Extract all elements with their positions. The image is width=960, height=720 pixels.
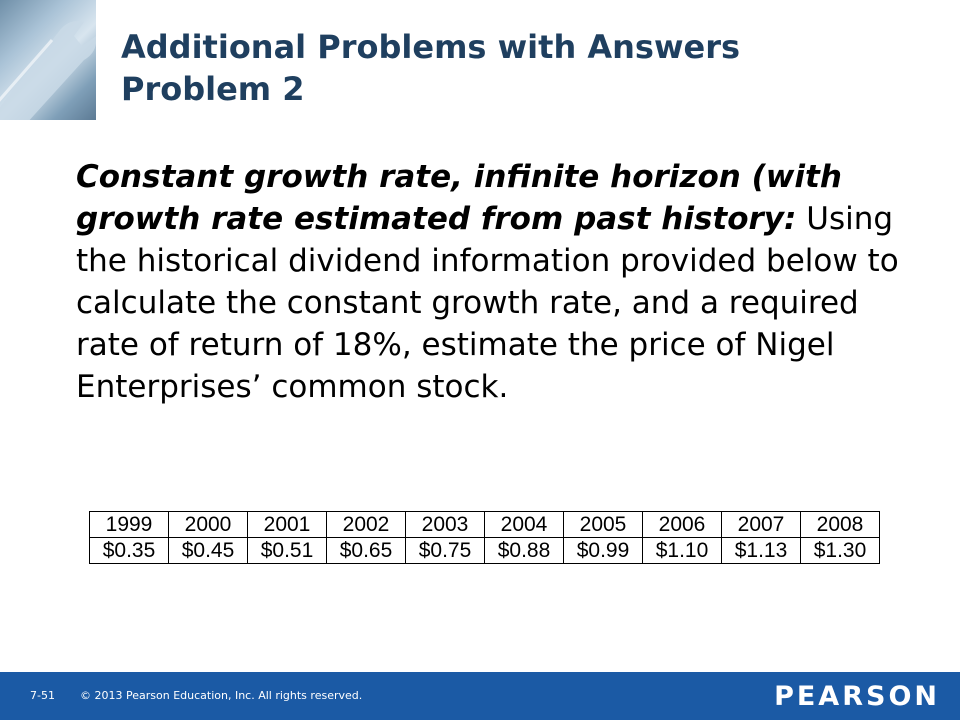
year-cell: 2002 — [327, 512, 406, 538]
year-cell: 2000 — [169, 512, 248, 538]
dividend-table — [89, 511, 880, 564]
slide-number: 7-51 — [30, 689, 55, 702]
table-row-years — [90, 512, 880, 538]
copyright-notice: © 2013 Pearson Education, Inc. All rights reserved. — [80, 689, 363, 702]
problem-emphasis: Constant growth rate, infinite horizon (with growth rate estimated from past history: — [76, 159, 842, 237]
dividend-cell: $0.65 — [327, 538, 406, 564]
year-cell: 2005 — [564, 512, 643, 538]
year-cell: 2006 — [643, 512, 722, 538]
dividend-cell: $0.75 — [406, 538, 485, 564]
dividend-cell: $0.88 — [485, 538, 564, 564]
year-cell: 2004 — [485, 512, 564, 538]
pearson-logo: PEARSON — [774, 681, 940, 712]
year-cell: 1999 — [90, 512, 169, 538]
year-cell: 2001 — [248, 512, 327, 538]
dividend-cell: $1.30 — [801, 538, 880, 564]
year-cell: 2007 — [722, 512, 801, 538]
year-cell: 2008 — [801, 512, 880, 538]
table-row-dividends — [90, 538, 880, 564]
title-line-1: Additional Problems with Answers — [121, 28, 741, 66]
dividend-cell: $0.45 — [169, 538, 248, 564]
problem-text: Using the historical dividend information provided below to calculate the constant growth rate, and a required rate of return of 18%, estimate the price of Nigel Enterprises’ common stock. — [76, 201, 899, 405]
dividend-cell: $0.51 — [248, 538, 327, 564]
year-cell: 2003 — [406, 512, 485, 538]
dividend-cell: $1.13 — [722, 538, 801, 564]
dividend-cell: $0.35 — [90, 538, 169, 564]
wrench-icon — [0, 0, 96, 120]
dividend-cell: $0.99 — [564, 538, 643, 564]
title-line-2: Problem 2 — [121, 70, 305, 108]
problem-statement — [76, 156, 926, 408]
footer-bar — [0, 672, 960, 720]
page-title — [121, 26, 740, 110]
dividend-cell: $1.10 — [643, 538, 722, 564]
